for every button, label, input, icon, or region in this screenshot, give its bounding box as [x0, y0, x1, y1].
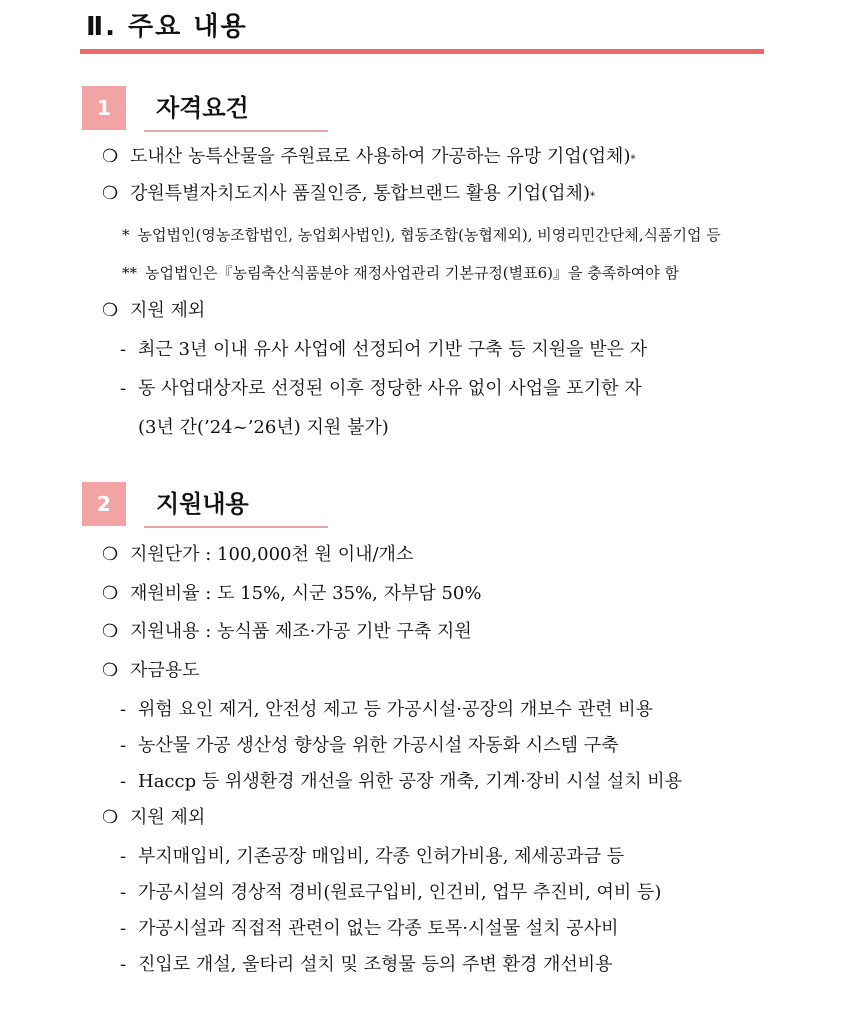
item-text: 지원단가 : 100,000천 원 이내/개소 — [130, 544, 414, 565]
section-2-exclusion-3 — [120, 920, 788, 938]
section-1-exclusion-1 — [120, 341, 788, 359]
section-1-exclusion-2-continued — [138, 419, 788, 437]
note-text: 농업법인(영농조합법인, 농업회사법인), 협동조합(농협제외), 비영리민간단체,식품기업 등 — [137, 226, 721, 244]
item-text: 지원 제외 — [130, 807, 206, 828]
qualification-note-1 — [122, 228, 788, 243]
section-1-number: 1 — [82, 86, 126, 130]
dash-mark: - — [120, 378, 127, 399]
footnote-mark: * — [589, 191, 595, 202]
section-2-number: 2 — [82, 482, 126, 526]
dash-mark: - — [120, 339, 127, 360]
title-divider — [80, 49, 764, 54]
section-2-exclusion-4 — [120, 956, 788, 974]
item-text: Haccp 등 위생환경 개선을 위한 공장 개축, 기계·장비 시설 설치 비용 — [138, 771, 683, 792]
section-1-header — [82, 86, 332, 130]
section-2-exclusion-heading — [102, 809, 788, 827]
footnote-mark: * — [630, 154, 636, 165]
section-2-title: 지원내용 — [156, 490, 249, 518]
note-text: 농업법인은『농림축산식품분야 재정사업관리 기본규정(별표6)』을 충족하여야 함 — [145, 264, 680, 282]
circle-bullet-icon: ❍ — [102, 544, 119, 565]
support-item-2 — [102, 585, 788, 603]
support-item-3 — [102, 623, 788, 641]
circle-bullet-icon: ❍ — [102, 621, 119, 642]
section-1-underline — [144, 130, 328, 132]
funding-use-3 — [120, 773, 788, 791]
item-text: 동 사업대상자로 선정된 이후 정당한 사유 없이 사업을 포기한 자 — [138, 378, 642, 399]
section-2-header — [82, 482, 332, 526]
item-text: 진입로 개설, 울타리 설치 및 조형물 등의 주변 환경 개선비용 — [138, 954, 613, 975]
section-2-exclusion-2 — [120, 884, 788, 902]
circle-bullet-icon: ❍ — [102, 807, 119, 828]
item-text: 자금용도 — [130, 660, 200, 681]
support-item-1 — [102, 546, 788, 564]
item-text: (3년 간(’24~’26년) 지원 불가) — [138, 417, 389, 438]
section-1-exclusion-2 — [120, 380, 788, 398]
item-text: 지원 제외 — [130, 300, 206, 321]
item-text: 최근 3년 이내 유사 사업에 선정되어 기반 구축 등 지원을 받은 자 — [138, 339, 648, 360]
funding-use-2 — [120, 737, 788, 755]
section-1-exclusion-heading — [102, 302, 788, 320]
dash-mark: - — [120, 918, 127, 939]
qualification-item-1 — [102, 148, 788, 166]
item-text: 지원내용 : 농식품 제조·가공 기반 구축 지원 — [130, 621, 472, 642]
item-text: 가공시설과 직접적 관련이 없는 각종 토목·시설물 설치 공사비 — [138, 918, 619, 939]
item-text: 도내산 농특산물을 주원료로 사용하여 가공하는 유망 기업(업체) — [130, 146, 631, 167]
section-2-underline — [144, 526, 328, 528]
section-1-title: 자격요건 — [156, 94, 249, 122]
qualification-note-2 — [122, 266, 788, 281]
dash-mark: - — [120, 771, 127, 792]
section-2-exclusion-1 — [120, 848, 788, 866]
item-text: 재원비율 : 도 15%, 시군 35%, 자부담 50% — [130, 583, 482, 604]
item-text: 농산물 가공 생산성 향상을 위한 가공시설 자동화 시스템 구축 — [138, 735, 619, 756]
item-text: 위험 요인 제거, 안전성 제고 등 가공시설·공장의 개보수 관련 비용 — [138, 699, 654, 720]
dash-mark: - — [120, 954, 127, 975]
qualification-item-2 — [102, 185, 788, 203]
circle-bullet-icon: ❍ — [102, 583, 119, 604]
circle-bullet-icon: ❍ — [102, 660, 119, 681]
dash-mark: - — [120, 846, 127, 867]
item-text: 가공시설의 경상적 경비(원료구입비, 인건비, 업무 추진비, 여비 등) — [138, 882, 662, 903]
circle-bullet-icon: ❍ — [102, 300, 119, 321]
item-text: 부지매입비, 기존공장 매입비, 각종 인허가비용, 제세공과금 등 — [138, 846, 625, 867]
funding-use-heading — [102, 662, 788, 680]
dash-mark: - — [120, 735, 127, 756]
circle-bullet-icon: ❍ — [102, 146, 119, 167]
note-mark: ** — [122, 264, 137, 282]
item-text: 강원특별자치도지사 품질인증, 통합브랜드 활용 기업(업체) — [130, 183, 590, 204]
dash-mark: - — [120, 699, 127, 720]
circle-bullet-icon: ❍ — [102, 183, 119, 204]
funding-use-1 — [120, 701, 788, 719]
note-mark: * — [122, 226, 130, 244]
dash-mark: - — [120, 882, 127, 903]
page-title: Ⅱ. 주요 내용 — [86, 12, 248, 42]
